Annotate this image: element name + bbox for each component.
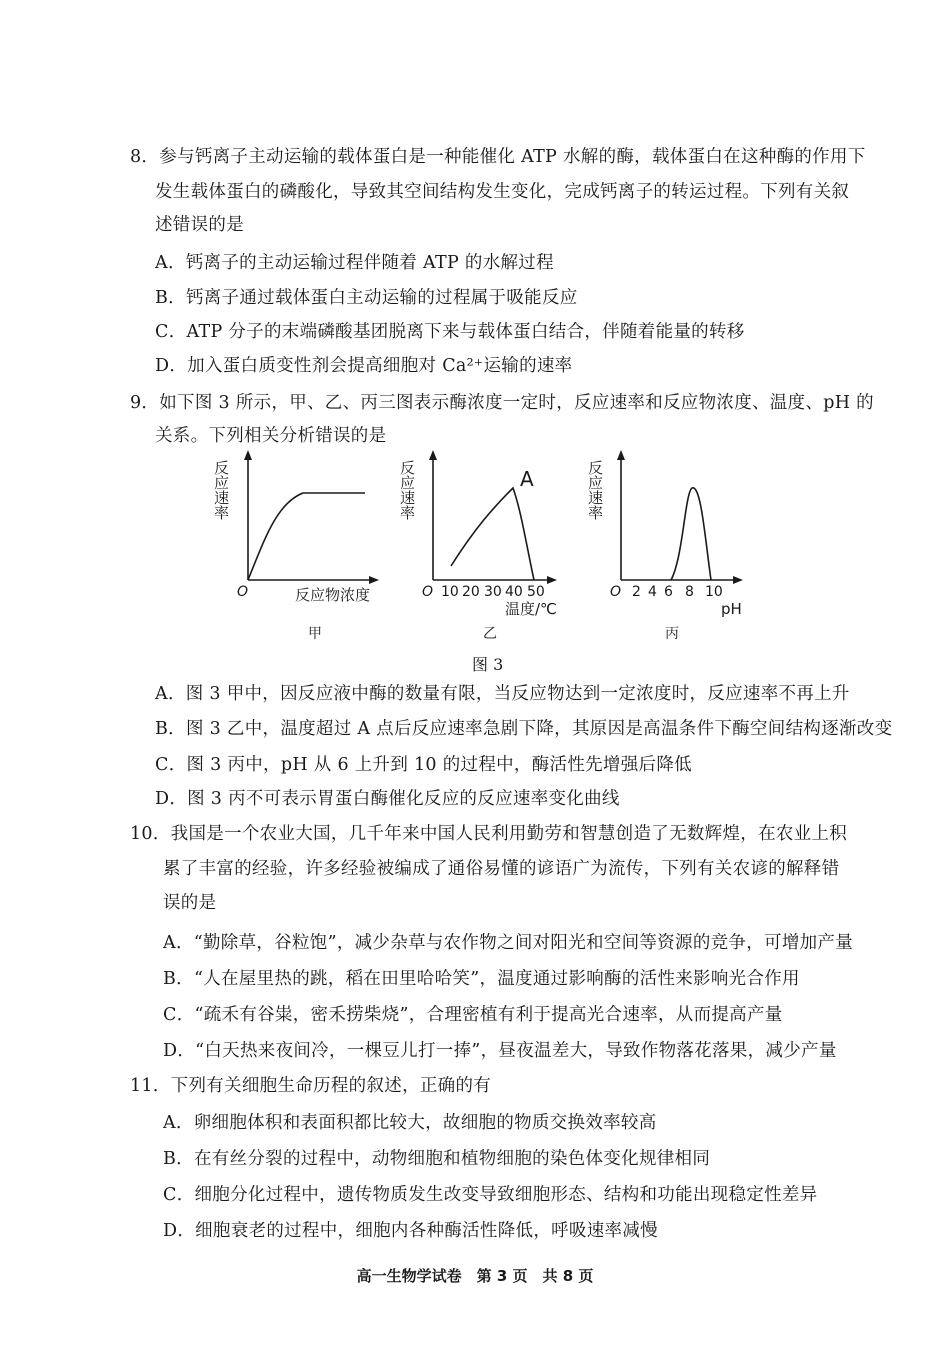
q10-option-d: D．“白天热来夜间冷，一棵豆儿打一捧”，昼夜温差大，导致作物落花落果，减少产量	[163, 1041, 837, 1061]
q9-stem-line-2: 关系。下列相关分析错误的是	[155, 426, 387, 446]
yi-tick-30: 30	[484, 584, 502, 600]
bing-ylabel: 反应速率	[586, 460, 604, 520]
q10-option-c: C．“疏禾有谷粜，密禾捞柴烧”，合理密植有利于提高光合速率，从而提高产量	[163, 1005, 783, 1025]
jia-x-arrow	[369, 576, 379, 584]
yi-tick-40: 40	[505, 584, 523, 600]
yi-x-arrow	[547, 576, 557, 584]
bing-xlabel: pH	[721, 600, 742, 618]
q11-option-c: C．细胞分化过程中，遗传物质发生改变导致细胞形态、结构和功能出现稳定性差异	[163, 1185, 818, 1205]
yi-tick-10: 10	[441, 584, 459, 600]
jia-origin: O	[237, 584, 249, 600]
q9-option-c: C．图 3 丙中，pH 从 6 上升到 10 的过程中，酶活性先增强后降低	[155, 755, 692, 775]
bing-curve	[671, 488, 711, 580]
jia-y-arrow	[244, 450, 252, 460]
q11-option-b: B．在有丝分裂的过程中，动物细胞和植物细胞的染色体变化规律相同	[163, 1149, 711, 1169]
bing-y-arrow	[617, 450, 625, 460]
figure-3	[212, 448, 775, 653]
bing-panel-name: 丙	[665, 626, 679, 642]
q10-stem-line-2: 累了丰富的经验，许多经验被编成了通俗易懂的谚语广为流传，下列有关农谚的解释错	[163, 859, 840, 879]
q11-option-a: A．卵细胞体积和表面积都比较大，故细胞的物质交换效率较高	[163, 1113, 657, 1133]
yi-point-label: A	[520, 467, 534, 491]
bing-tick-10: 10	[705, 584, 723, 600]
q10-option-a: A．“勤除草，谷粒饱”，减少杂草与农作物之间对阳光和空间等资源的竞争，可增加产量	[163, 933, 854, 953]
jia-panel-name: 甲	[308, 626, 322, 642]
yi-tick-50: 50	[527, 584, 545, 600]
bing-origin: O	[610, 584, 622, 600]
q8-option-c: C．ATP 分子的末端磷酸基团脱离下来与载体蛋白结合，伴随着能量的转移	[155, 322, 745, 342]
q9-stem-line-1: 9．如下图 3 所示，甲、乙、丙三图表示酶浓度一定时，反应速率和反应物浓度、温度、pH 的	[130, 393, 874, 413]
q8-stem-line-2: 发生载体蛋白的磷酸化，导致其空间结构发生变化，完成钙离子的转运过程。下列有关叙	[155, 182, 850, 202]
jia-curve	[248, 493, 365, 580]
jia-xlabel: 反应物浓度	[295, 586, 371, 604]
q10-stem-line-3: 误的是	[163, 893, 217, 913]
q11-option-d: D．细胞衰老的过程中，细胞内各种酶活性降低，呼吸速率减慢	[163, 1221, 658, 1241]
q8-stem-line-1: 8．参与钙离子主动运输的载体蛋白是一种能催化 ATP 水解的酶，载体蛋白在这种酶的作用下	[130, 147, 866, 167]
q8-option-b: B．钙离子通过载体蛋白主动运输的过程属于吸能反应	[155, 288, 578, 308]
q8-option-a: A．钙离子的主动运输过程伴随着 ATP 的水解过程	[155, 253, 554, 273]
yi-xlabel: 温度/℃	[505, 600, 557, 618]
bing-tick-2: 2	[632, 584, 641, 600]
yi-panel-name: 乙	[483, 626, 497, 642]
bing-tick-8: 8	[685, 584, 694, 600]
yi-curve	[451, 488, 534, 580]
yi-ylabel: 反应速率	[398, 460, 416, 520]
yi-y-arrow	[429, 450, 437, 460]
q10-option-b: B．“人在屋里热的跳，稻在田里哈哈笑”，温度通过影响酶的活性来影响光合作用	[163, 969, 800, 989]
q9-option-d: D．图 3 丙不可表示胃蛋白酶催化反应的反应速率变化曲线	[155, 789, 620, 809]
q11-stem: 11．下列有关细胞生命历程的叙述，正确的有	[130, 1076, 492, 1096]
figure-3-caption: 图 3	[472, 655, 504, 674]
panel-yi	[398, 450, 557, 642]
yi-origin: O	[422, 584, 434, 600]
q8-stem-line-3: 述错误的是	[155, 215, 244, 235]
q9-option-b: B．图 3 乙中，温度超过 A 点后反应速率急剧下降，其原因是高温条件下酶空间结构逐渐改变	[155, 719, 893, 739]
q10-stem-line-1: 10．我国是一个农业大国，几千年来中国人民利用勤劳和智慧创造了无数辉煌，在农业上积	[130, 824, 848, 844]
panel-jia	[212, 450, 379, 642]
page-footer: 高一生物学试卷 第 3 页 共 8 页	[356, 1267, 594, 1285]
panel-bing	[586, 450, 743, 642]
q8-option-d: D．加入蛋白质变性剂会提高细胞对 Ca²⁺运输的速率	[155, 356, 573, 376]
jia-ylabel: 反应速率	[212, 460, 230, 520]
bing-x-arrow	[733, 576, 743, 584]
q9-option-a: A．图 3 甲中，因反应液中酶的数量有限，当反应物达到一定浓度时，反应速率不再上升	[155, 684, 850, 704]
bing-tick-6: 6	[664, 584, 673, 600]
yi-tick-20: 20	[462, 584, 480, 600]
bing-tick-4: 4	[648, 584, 657, 600]
